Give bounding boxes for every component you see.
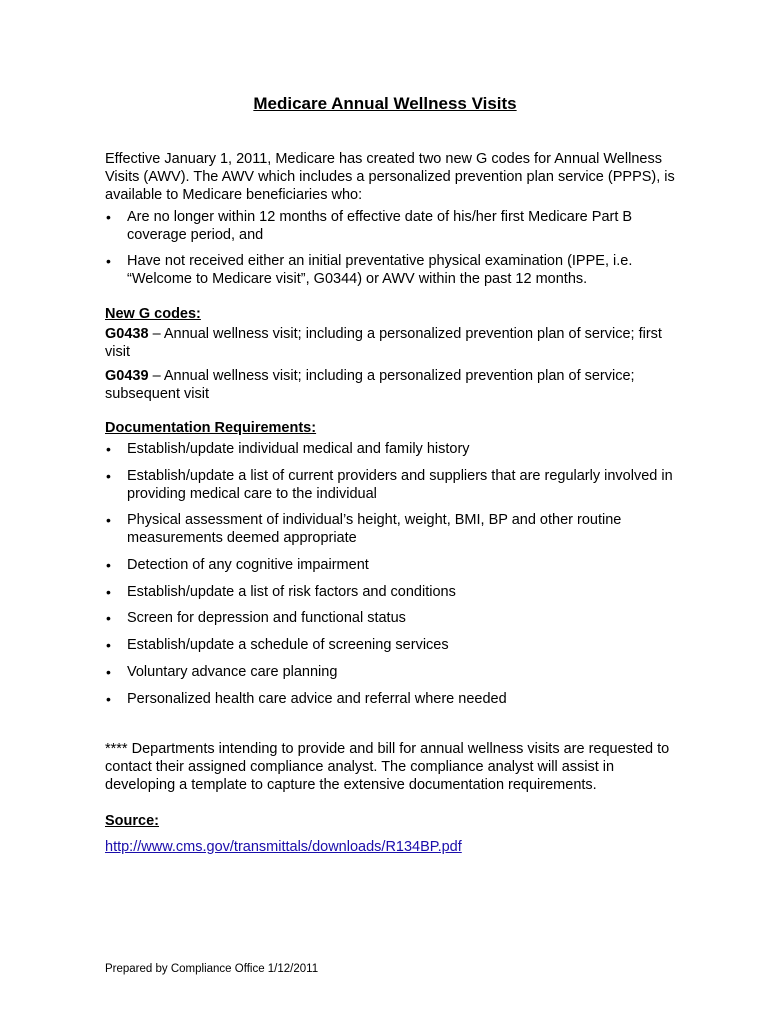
list-item: • Have not received either an initial preventative physical examination (IPPE, i.e. “Welcome to Medicare visit”, G0344) or AWV within the past 12 months. bbox=[105, 252, 675, 288]
footer-note: Prepared by Compliance Office 1/12/2011 bbox=[105, 963, 319, 975]
source-heading: Source: bbox=[105, 812, 159, 829]
source-link-line bbox=[105, 838, 675, 856]
g-codes-heading: New G codes: bbox=[105, 306, 201, 322]
list-item: • Voluntary advance care planning bbox=[105, 663, 675, 681]
g-code-entry bbox=[105, 367, 675, 403]
g-code: G0439 bbox=[105, 368, 149, 384]
page-title: Medicare Annual Wellness Visits bbox=[253, 94, 517, 113]
list-item: • Screen for depression and functional status bbox=[105, 609, 675, 627]
list-item: • Personalized health care advice and referral where needed bbox=[105, 690, 675, 708]
note-paragraph: **** Departments intending to provide and bill for annual wellness visits are requested to contact their assigned compliance analyst. The compliance analyst will assist in developing a template to capture the extensive documentation requirements. bbox=[105, 740, 670, 793]
list-item: • Establish/update a schedule of screening services bbox=[105, 636, 675, 654]
list-item: • Establish/update a list of current providers and suppliers that are regularly involved in providing medical care to the individual bbox=[105, 467, 675, 503]
documentation-heading: Documentation Requirements: bbox=[105, 420, 317, 436]
list-item: • Physical assessment of individual’s height, weight, BMI, BP and other routine measurements deemed appropriate bbox=[105, 511, 675, 547]
documentation-list bbox=[105, 440, 675, 708]
document-body bbox=[105, 150, 675, 856]
source-link[interactable]: http://www.cms.gov/transmittals/downloads/R134BP.pdf bbox=[105, 838, 462, 855]
g-code-description: – Annual wellness visit; including a personalized prevention plan of service; first visit bbox=[105, 326, 662, 360]
list-item: • Are no longer within 12 months of effective date of his/her first Medicare Part B coverage period, and bbox=[105, 208, 675, 244]
list-item: • Establish/update a list of risk factors and conditions bbox=[105, 583, 675, 601]
g-code-entry bbox=[105, 325, 675, 361]
list-item: • Establish/update individual medical and family history bbox=[105, 440, 675, 458]
eligibility-list bbox=[105, 208, 675, 288]
list-item: • Detection of any cognitive impairment bbox=[105, 556, 675, 574]
g-code: G0438 bbox=[105, 326, 149, 342]
g-code-description: – Annual wellness visit; including a personalized prevention plan of service; subsequent visit bbox=[105, 368, 635, 402]
intro-paragraph: Effective January 1, 2011, Medicare has created two new G codes for Annual Wellness Visits (AWV). The AWV which includes a personalized prevention plan service (PPPS), is available to Medicare beneficiaries who: bbox=[105, 151, 675, 203]
